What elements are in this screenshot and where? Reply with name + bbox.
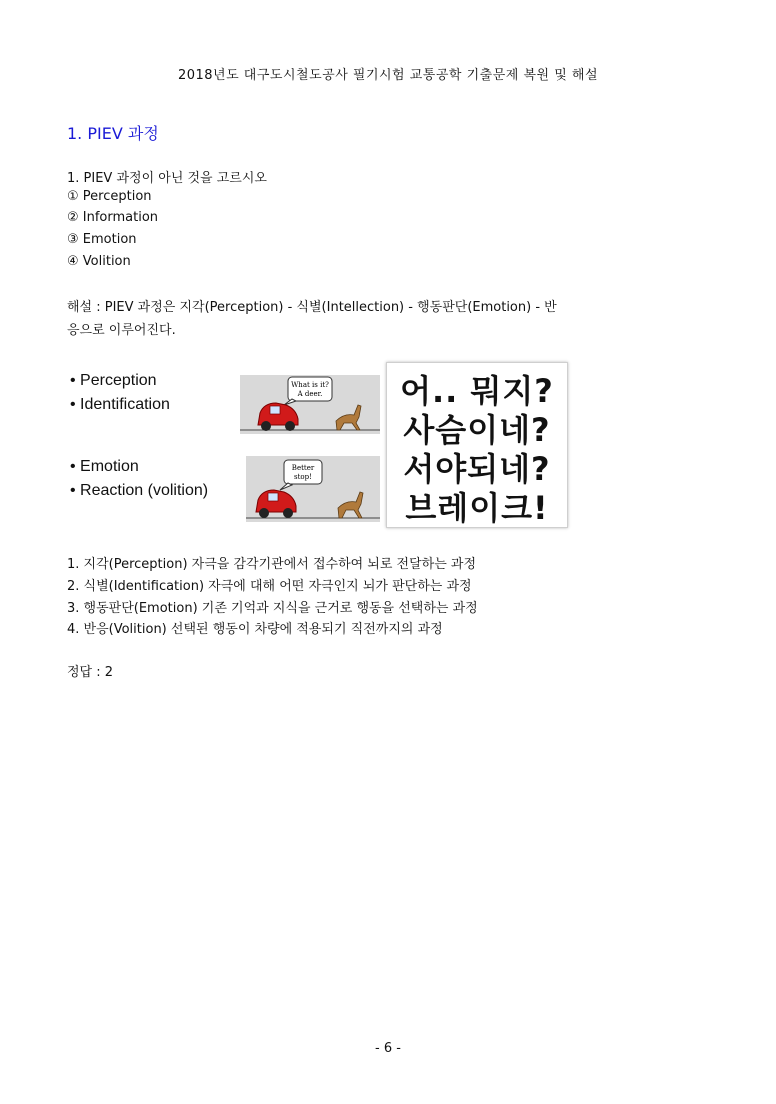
big-text-4: 브레이크! xyxy=(405,489,549,527)
step-4: 4. 반응(Volition) 선택된 행동이 차량에 적용되기 직전까지의 과정 xyxy=(67,622,443,637)
big-text-1: 어.. 뭐지? xyxy=(400,372,554,410)
piev-figure xyxy=(66,362,566,526)
explanation-line-2: 응으로 이루어진다. xyxy=(67,323,176,338)
document-header: 2018년도 대구도시철도공사 필기시험 교통공학 기출문제 복원 및 해설 xyxy=(177,68,599,83)
bullet-emotion: • Emotion xyxy=(70,458,139,475)
big-text-2: 사슴이네? xyxy=(403,411,551,449)
question-text: 1. PIEV 과정이 아닌 것을 고르시오 xyxy=(67,171,267,186)
big-text-3: 서야되네? xyxy=(403,450,551,488)
bubble-1-line-2: A deer. xyxy=(297,390,323,398)
bubble-1-line-1: What is it? xyxy=(291,381,329,389)
step-1: 1. 지각(Perception) 자극을 감각기관에서 접수하여 뇌로 전달하는 과정 xyxy=(67,557,477,572)
answer-text: 정답 : 2 xyxy=(67,665,114,680)
option-1: ① Perception xyxy=(67,189,152,204)
car-stop-illustration xyxy=(246,456,380,522)
step-3: 3. 행동판단(Emotion) 기존 기억과 지식을 근거로 행동을 선택하는 과정 xyxy=(67,601,478,616)
bullet-perception: • Perception xyxy=(70,372,157,389)
bubble-2-line-2: stop! xyxy=(294,473,312,481)
option-2: ② Information xyxy=(67,210,159,225)
option-4: ④ Volition xyxy=(67,254,131,269)
step-2: 2. 식별(Identification) 자극에 대해 어떤 자극인지 뇌가 판단하는 과정 xyxy=(67,579,472,594)
bullet-identification: • Identification xyxy=(70,396,170,413)
car-deer-illustration xyxy=(240,375,380,434)
section-title: 1. PIEV 과정 xyxy=(67,124,159,143)
bubble-2-line-1: Better xyxy=(291,464,315,472)
bullet-reaction: • Reaction (volition) xyxy=(70,482,209,499)
korean-reaction-text-box xyxy=(386,362,568,528)
option-3: ③ Emotion xyxy=(67,232,137,247)
page-number: - 6 - xyxy=(375,1041,401,1056)
cartoon-panel-1 xyxy=(240,375,380,434)
explanation-line-1: 해설 : PIEV 과정은 지각(Perception) - 식별(Intellection) - 행동판단(Emotion) - 반 xyxy=(67,300,557,315)
cartoon-panel-2 xyxy=(246,456,380,522)
